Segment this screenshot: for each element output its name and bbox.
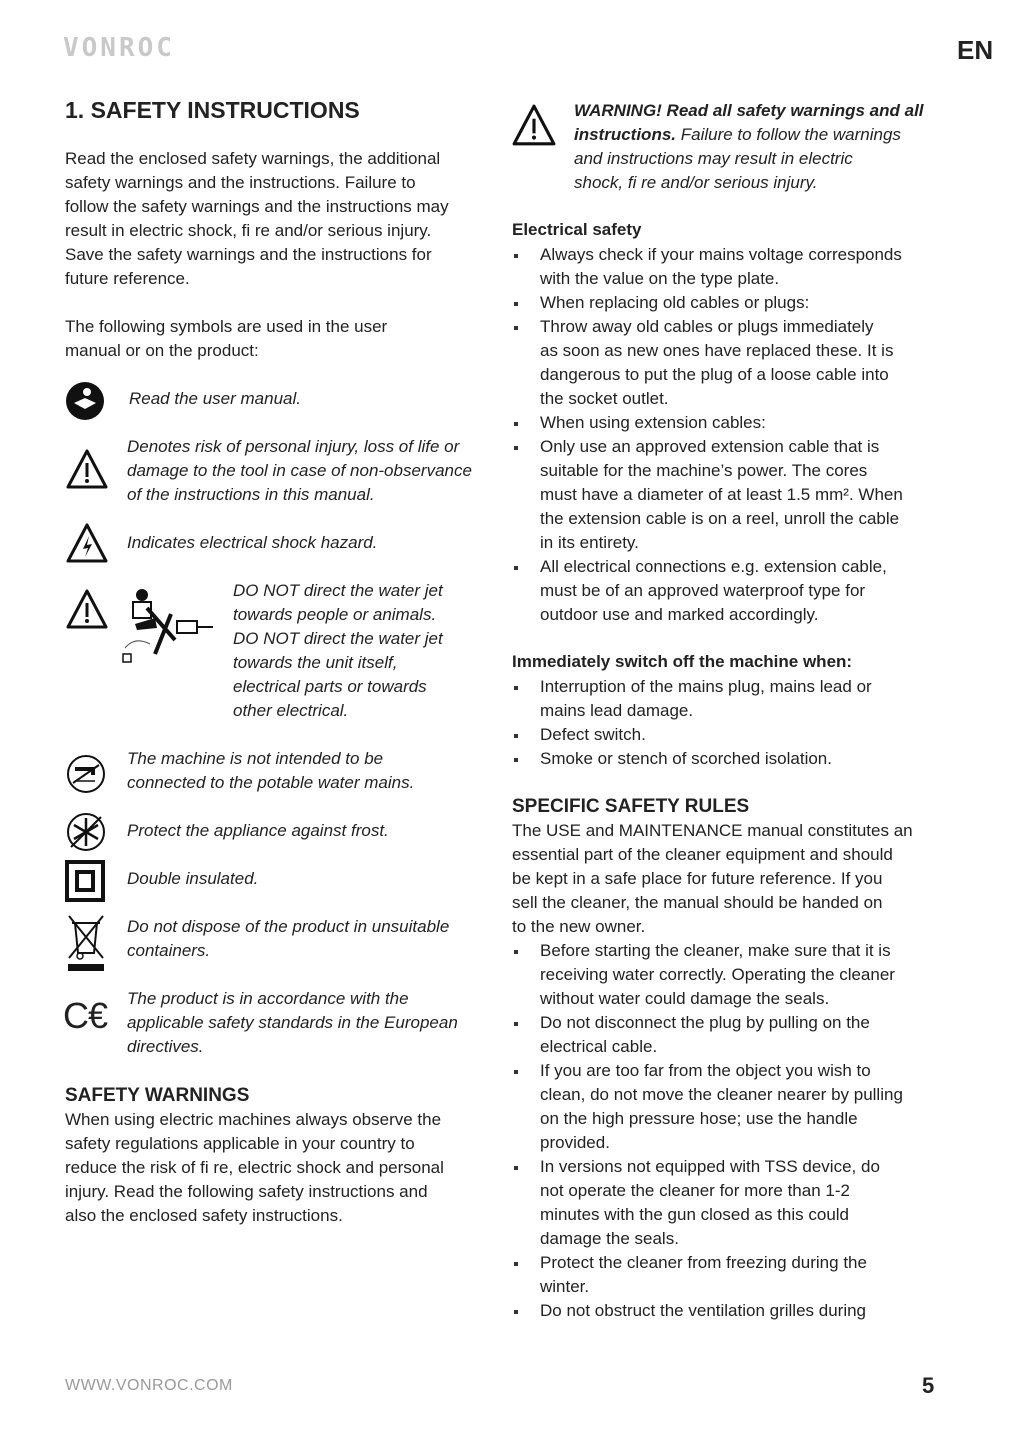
electrical-safety-heading: Electrical safety [512, 220, 642, 239]
intro-paragraph: Read the enclosed safety warnings, the additional safety warnings and the instructions. Failure to follow the safety warnings and the instructions may result in electric shock, fi re and/or serious injury. Save the safety warnings and the instructions for future reference. [65, 149, 449, 288]
page-title: 1. SAFETY INSTRUCTIONS [65, 97, 360, 123]
symbol-text-ce: The product is in accordance with the applicable safety standards in the European directives. [127, 989, 458, 1056]
list-item: All electrical connections e.g. extension cable, must be of an approved waterproof type for outdoor use and marked accordingly. [512, 555, 903, 627]
specific-safety-paragraph: The USE and MAINTENANCE manual constitutes an essential part of the cleaner equipment and should be kept in a safe place for future reference. If you sell the cleaner, the manual should be handed on to the new owner. [512, 821, 913, 936]
list-item: Do not obstruct the ventilation grilles during [512, 1299, 903, 1323]
warning-icon [511, 103, 557, 147]
specific-safety-rules-heading: SPECIFIC SAFETY RULES [512, 796, 750, 817]
switch-off-list [512, 675, 872, 771]
safety-warnings-heading: SAFETY WARNINGS [65, 1085, 250, 1106]
list-item: Protect the cleaner from freezing during the winter. [512, 1251, 903, 1299]
brand-logo: VONROC [63, 33, 175, 63]
list-item: Defect switch. [512, 723, 872, 747]
symbol-text-potable-water: The machine is not intended to be connected to the potable water mains. [127, 749, 415, 792]
symbol-text-water-jet: DO NOT direct the water jet towards people or animals. DO NOT direct the water jet towards the unit itself, electrical parts or towards other electrical. [233, 581, 443, 720]
footer-url[interactable]: WWW.VONROC.COM [65, 1377, 233, 1394]
warning-icon [65, 448, 109, 490]
list-item: In versions not equipped with TSS device, do not operate the cleaner for more than 1-2 minutes with the gun closed as this could damage the seals. [512, 1155, 903, 1251]
warning-notice-text: Failure to follow the warnings and instructions may result in electric shock, fi re and/or serious injury. [574, 125, 901, 192]
list-item: Smoke or stench of scorched isolation. [512, 747, 872, 771]
ce-mark-icon: C€ [63, 995, 108, 1036]
electrical-safety-list [512, 243, 903, 627]
list-item: Interruption of the mains plug, mains lead or mains lead damage. [512, 675, 872, 723]
frost-icon [65, 811, 107, 853]
language-code: EN [957, 35, 994, 65]
no-potable-water-icon [65, 753, 107, 795]
specific-safety-list [512, 939, 903, 1323]
water-jet-warning-icon [65, 588, 215, 668]
list-item: Always check if your mains voltage corresponds with the value on the type plate. [512, 243, 903, 291]
symbol-text-disposal: Do not dispose of the product in unsuitable containers. [127, 917, 450, 960]
symbol-text-warning: Denotes risk of personal injury, loss of life or damage to the tool in case of non-observance of the instructions in this manual. [127, 437, 472, 504]
symbol-text-double-insulated: Double insulated. [127, 869, 259, 888]
symbols-intro: The following symbols are used in the user manual or on the product: [65, 317, 388, 360]
list-item: If you are too far from the object you wish to clean, do not move the cleaner nearer by pulling on the high pressure hose; use the handle provided. [512, 1059, 903, 1155]
list-item: When replacing old cables or plugs: [512, 291, 903, 315]
switch-off-heading: Immediately switch off the machine when: [512, 652, 853, 671]
list-item: When using extension cables: [512, 411, 903, 435]
safety-warnings-paragraph: When using electric machines always observe the safety regulations applicable in your country to reduce the risk of fi re, electric shock and personal injury. Read the following safety instructions and also the enclosed safety instructions. [65, 1110, 444, 1225]
symbol-text-read-manual: Read the user manual. [129, 389, 301, 408]
electric-shock-icon [65, 522, 109, 564]
warning-notice-bold: WARNING! Read all safety warnings and all instructions. [574, 101, 924, 144]
double-insulated-icon [65, 860, 105, 902]
list-item: Do not disconnect the plug by pulling on the electrical cable. [512, 1011, 903, 1059]
list-item: Throw away old cables or plugs immediately as soon as new ones have replaced these. It is dangerous to put the plug of a loose cable into the socket outlet. [512, 315, 903, 411]
list-item: Only use an approved extension cable that is suitable for the machine’s power. The cores must have a diameter of at least 1.5 mm². When the extension cable is on a reel, unroll the cable in its entirety. [512, 435, 903, 555]
warning-notice [574, 99, 924, 195]
symbol-text-frost: Protect the appliance against frost. [127, 821, 389, 840]
read-manual-icon [65, 381, 105, 421]
weee-bin-icon [65, 913, 107, 973]
page-number: 5 [922, 1373, 935, 1398]
list-item: Before starting the cleaner, make sure that it is receiving water correctly. Operating the cleaner without water could damage the seals. [512, 939, 903, 1011]
symbol-text-electric-shock: Indicates electrical shock hazard. [127, 533, 378, 552]
